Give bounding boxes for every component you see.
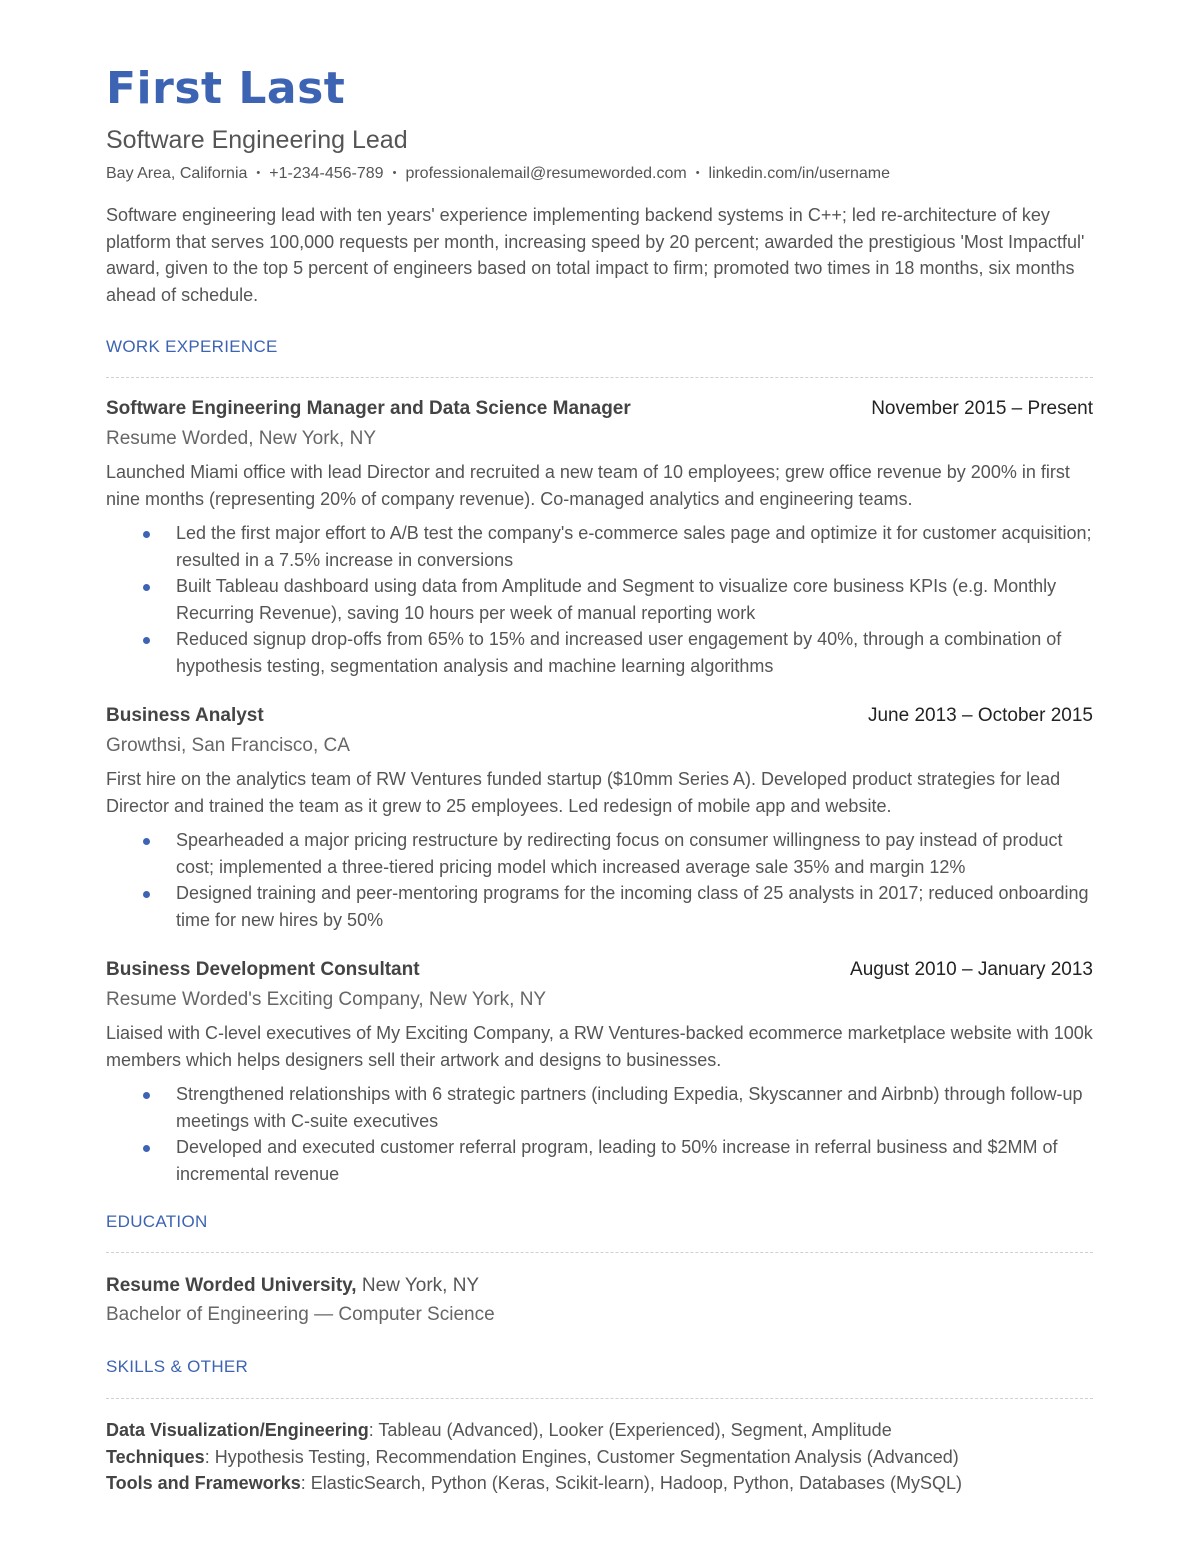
section-heading-skills: SKILLS & OTHER [106, 1357, 249, 1376]
bullet-icon [143, 584, 150, 591]
job-company: Growthsi, San Francisco, CA [106, 735, 350, 756]
skills-list [106, 1417, 962, 1497]
job-bullet [106, 827, 1093, 880]
job-company: Resume Worded, New York, NY [106, 428, 376, 449]
bullet-text: Strengthened relationships with 6 strategic partners (including Expedia, Skyscanner and Airbnb) through follow-up meetings with C-suite executives [176, 1084, 1083, 1131]
contact-location: Bay Area, California [106, 165, 248, 182]
section-divider [106, 1252, 1093, 1253]
degree: Bachelor of Engineering — Computer Science [106, 1304, 495, 1325]
job-entry [106, 703, 1093, 933]
job-dates: November 2015 – Present [871, 398, 1093, 419]
bullet-icon [143, 637, 150, 644]
bullet-icon [143, 838, 150, 845]
job-bullet [106, 520, 1093, 573]
job-bullet [106, 1081, 1093, 1134]
bullet-text: Reduced signup drop-offs from 65% to 15% and increased user engagement by 40%, through a combination of hypothesis testing, segmentation analysis and machine learning algorithms [176, 629, 1062, 676]
job-title: Business Development Consultant [106, 959, 420, 980]
job-title: Business Analyst [106, 705, 264, 726]
section-divider [106, 377, 1093, 378]
contact-separator: • [695, 167, 700, 179]
contact-phone[interactable]: +1-234-456-789 [269, 165, 384, 182]
section-heading-work: WORK EXPERIENCE [106, 337, 278, 356]
job-bullet [106, 880, 1093, 933]
bullet-text: Spearheaded a major pricing restructure by redirecting focus on consumer willingness to pay instead of product cost; implemented a three-tiered pricing model which increased average sale 35% and margin 12% [176, 830, 1063, 877]
job-company: Resume Worded's Exciting Company, New York, NY [106, 989, 547, 1010]
skill-row [106, 1470, 962, 1497]
candidate-name: First Last [106, 63, 346, 114]
bullet-text: Led the first major effort to A/B test the company's e-commerce sales page and optimize it for customer acquisition; resulted in a 7.5% increase in conversions [176, 523, 1092, 570]
job-description: Launched Miami office with lead Director and recruited a new team of 10 employees; grew office revenue by 200% in first nine months (representing 20% of company revenue). Co-managed analytics and engineering teams. [106, 462, 1070, 509]
job-entry [106, 396, 1093, 679]
job-description: Liaised with C-level executives of My Exciting Company, a RW Ventures-backed ecommerce marketplace website with 100k members which helps designers sell their artwork and designs to businesses. [106, 1023, 1093, 1070]
job-description: First hire on the analytics team of RW Ventures funded startup ($10mm Series A). Developed product strategies for lead Director and trained the team as it grew to 25 employees. Led redesign of mobile app and website. [106, 769, 1061, 816]
candidate-title: Software Engineering Lead [106, 126, 408, 154]
skill-row [106, 1417, 962, 1444]
skill-value: : Hypothesis Testing, Recommendation Engines, Customer Segmentation Analysis (Advanced) [204, 1446, 959, 1467]
job-bullets [106, 1081, 1093, 1187]
bullet-text: Built Tableau dashboard using data from Amplitude and Segment to visualize core business KPIs (e.g. Monthly Recurring Revenue), saving 10 hours per week of manual reporting work [176, 576, 1057, 623]
job-bullet [106, 626, 1093, 679]
bullet-icon [143, 891, 150, 898]
school-name: Resume Worded University, [106, 1275, 357, 1296]
contact-separator: • [256, 167, 261, 179]
job-bullet [106, 573, 1093, 626]
job-bullets [106, 827, 1093, 933]
section-divider [106, 1398, 1093, 1399]
job-dates: June 2013 – October 2015 [867, 705, 1093, 726]
bullet-text: Developed and executed customer referral program, leading to 50% increase in referral business and $2MM of incremental revenue [176, 1137, 1058, 1184]
skill-label: Techniques [106, 1446, 205, 1467]
bullet-icon [143, 531, 150, 538]
bullet-text: Designed training and peer-mentoring programs for the incoming class of 25 analysts in 2017; reduced onboarding time for new hires by 50% [176, 883, 1089, 930]
skill-value: : Tableau (Advanced), Looker (Experienced), Segment, Amplitude [368, 1420, 892, 1440]
section-heading-education: EDUCATION [106, 1212, 208, 1231]
education-entry [106, 1272, 495, 1330]
job-dates: August 2010 – January 2013 [850, 959, 1093, 980]
bullet-icon [143, 1145, 150, 1152]
contact-email[interactable]: professionalemail@resumeworded.com [405, 165, 687, 182]
job-entry [106, 957, 1093, 1187]
skill-label: Tools and Frameworks [106, 1473, 301, 1493]
job-bullets [106, 520, 1093, 679]
summary-paragraph: Software engineering lead with ten years' experience implementing backend systems in C++; led re-architecture of key platform that serves 100,000 requests per month, increasing speed by 20 percent; awarded the prestigious 'Most Impactful' award, given to the top 5 percent of engineers based on total impact to firm; promoted two times in 18 months, six months ahead of schedule. [106, 205, 1085, 305]
job-bullet [106, 1134, 1093, 1187]
skill-label: Data Visualization/Engineering [106, 1420, 369, 1440]
school-location: New York, NY [356, 1275, 480, 1296]
skill-value: : ElasticSearch, Python (Keras, Scikit-learn), Hadoop, Python, Databases (MySQL) [300, 1473, 962, 1493]
bullet-icon [143, 1092, 150, 1099]
contact-separator: • [392, 167, 397, 179]
contact-line [106, 162, 890, 185]
skill-row [106, 1444, 962, 1471]
contact-linkedin[interactable]: linkedin.com/in/username [708, 165, 890, 182]
job-title: Software Engineering Manager and Data Science Manager [106, 398, 631, 419]
